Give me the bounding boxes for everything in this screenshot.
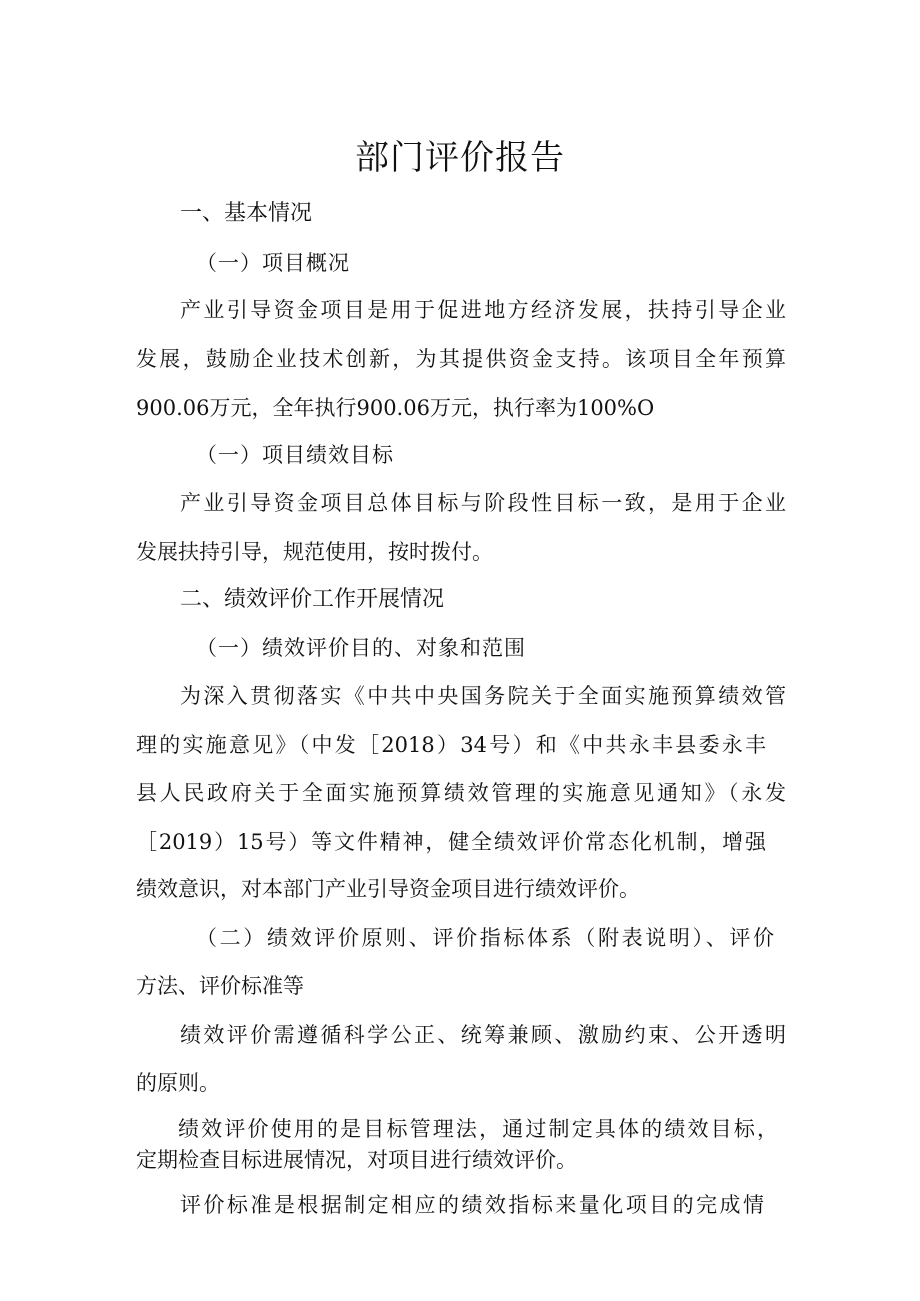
paragraph-line: 的原则。 — [136, 1071, 220, 1095]
subheading-evaluation-purpose: （一）绩效评价目的、对象和范围 — [196, 636, 526, 660]
section-heading-basic-info: 一、基本情况 — [180, 201, 313, 226]
paragraph-line: 评价标准是根据制定相应的绩效指标来量化项目的完成情 — [180, 1193, 764, 1217]
document-title: 部门评价报告 — [355, 138, 565, 178]
paragraph-line: 产业引导资金项目是用于促进地方经济发展，扶持引导企业 — [180, 298, 786, 322]
paragraph-line: 发展扶持引导，规范使用，按时拨付。 — [136, 540, 493, 564]
subheading-performance-goal: （一）项目绩效目标 — [196, 443, 394, 467]
subheading-principles-cont: 方法、评价标准等 — [136, 974, 304, 998]
paragraph-line: 定期检查目标进展情况，对项目进行绩效评价。 — [136, 1148, 577, 1172]
paragraph-line: 为深入贯彻落实《中共中央国务院关于全面实施预算绩效管 — [180, 684, 786, 708]
paragraph-line: 发展，鼓励企业技术创新，为其提供资金支持。该项目全年预算 — [136, 347, 786, 371]
subheading-principles: （二）绩效评价原则、评价指标体系（附表说明）、评价 — [196, 926, 774, 950]
paragraph-line: 产业引导资金项目总体目标与阶段性目标一致，是用于企业 — [180, 491, 786, 515]
paragraph-line: ［2019）15号）等文件精神，健全绩效评价常态化机制，增强 — [136, 830, 766, 854]
section-heading-evaluation-work: 二、绩效评价工作开展情况 — [180, 587, 445, 612]
paragraph-line: 县人民政府关于全面实施预算绩效管理的实施意见通知》（永发 — [136, 781, 786, 805]
paragraph-line: 绩效评价使用的是目标管理法，通过制定具体的绩效目标， — [178, 1117, 778, 1141]
paragraph-line: 绩效评价需遵循科学公正、统筹兼顾、激励约束、公开透明 — [180, 1023, 786, 1047]
paragraph-line: 理的实施意见》（中发［2018）34号）和《中共永丰县委永丰 — [136, 733, 766, 757]
paragraph-line: 900.06万元，全年执行900.06万元，执行率为100%O — [136, 396, 655, 420]
subheading-project-overview: （一）项目概况 — [196, 251, 350, 275]
paragraph-line: 绩效意识，对本部门产业引导资金项目进行绩效评价。 — [136, 877, 640, 901]
